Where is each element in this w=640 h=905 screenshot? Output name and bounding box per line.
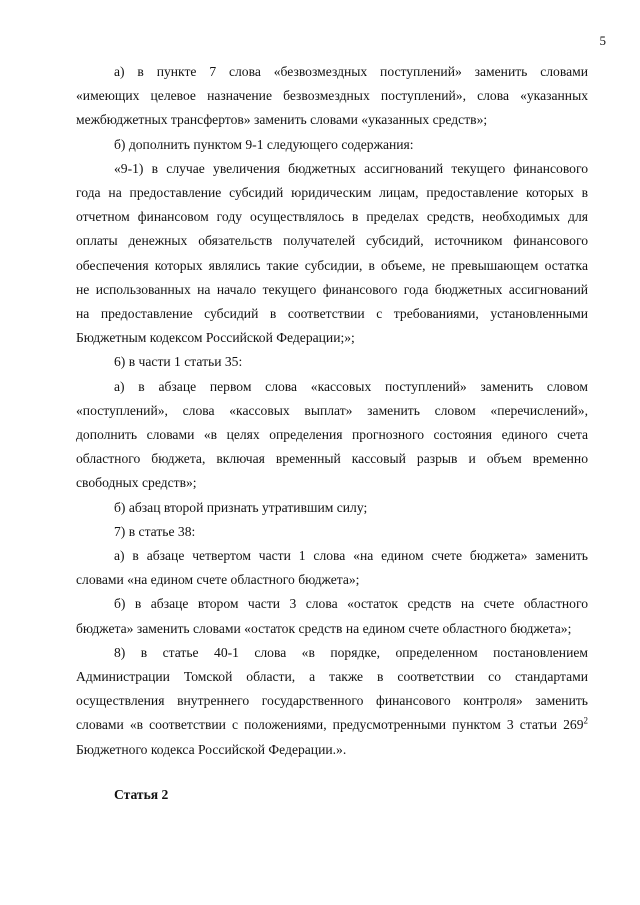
text-line: на предоставление субсидий в соответствии с требованиями, установленными [76,306,588,322]
paragraph [76,544,588,592]
text-line: обеспечения которых являлись такие субсидии, в объеме, не превышающем остатка [76,257,588,273]
text-line: свободных средств»; [76,475,197,491]
text-line: отчетном финансовом году осуществлялось в пределах средств, необходимых для [76,209,588,225]
text-line: Бюджетным кодексом Российской Федерации;»; [76,330,355,346]
paragraph [76,157,588,351]
page-number: 5 [599,33,606,48]
text-line: б) в абзаце втором части 3 слова «остаток средств на счете областного [114,596,588,612]
paragraph [76,133,588,157]
text-line: Администрации Томской области, а также в соответствии со стандартами [76,669,588,685]
text-line: а) в пункте 7 слова «безвозмездных поступлений» заменить словами [114,64,588,79]
text-line: «поступлений», слова «кассовых выплат» заменить словом «перечислений», [76,402,588,418]
text-line: межбюджетных трансфертов» заменить словами «указанных средств»; [76,112,488,128]
text-line: 6) в части 1 статьи 35: [114,354,243,370]
text-line: 7) в статье 38: [114,523,196,539]
paragraph [76,520,588,544]
text-line: оплаты денежных обязательств получателей субсидий, источником финансового [76,233,588,249]
text-line: дополнить словами «в целях определения прогнозного состояния единого счета [76,427,588,443]
text-line: областного бюджета, включая временный кассовый разрыв и объем временно [76,451,588,467]
text-line: осуществления внутреннего государственного финансового контроля» заменить [76,693,588,709]
document-body [76,60,588,762]
text-line: бюджета» заменить словами «остаток средств на едином счете областного бюджета»; [76,620,572,636]
text-line: словами «в соответствии с положениями, предусмотренными пунктом 3 статьи $269^2$ [76,715,588,733]
text-line: «имеющих целевое назначение безвозмездных поступлений», слова «указанных [76,88,588,104]
superscript: 2 [583,715,588,726]
paragraph [76,592,588,640]
text-line: Бюджетного кодекса Российской Федерации.». [76,741,347,757]
text-line: не использованных на начало текущего финансового года бюджетных ассигнований [76,281,588,297]
text-line: а) в абзаце первом слова «кассовых поступлений» заменить словом [114,378,588,394]
text-line: 8) в статье 40-1 слова «в порядке, определенном постановлением [114,644,588,660]
paragraph [76,350,588,374]
text-line: словами «на едином счете областного бюджета»; [76,572,360,588]
paragraph [76,496,588,520]
text-line: б) абзац второй признать утратившим силу; [114,499,368,515]
paragraph [76,641,588,762]
text-line: б) дополнить пунктом 9-1 следующего содержания: [114,136,414,152]
text-line: «9-1) в случае увеличения бюджетных ассигнований текущего финансового [114,160,588,176]
paragraph [76,60,588,133]
text-line: года на предоставление субсидий юридическим лицам, предоставление которых в [76,185,588,201]
paragraph [76,375,588,496]
article-heading: Статья 2 [114,787,169,802]
text-line: а) в абзаце четвертом части 1 слова «на едином счете бюджета» заменить [114,548,588,564]
